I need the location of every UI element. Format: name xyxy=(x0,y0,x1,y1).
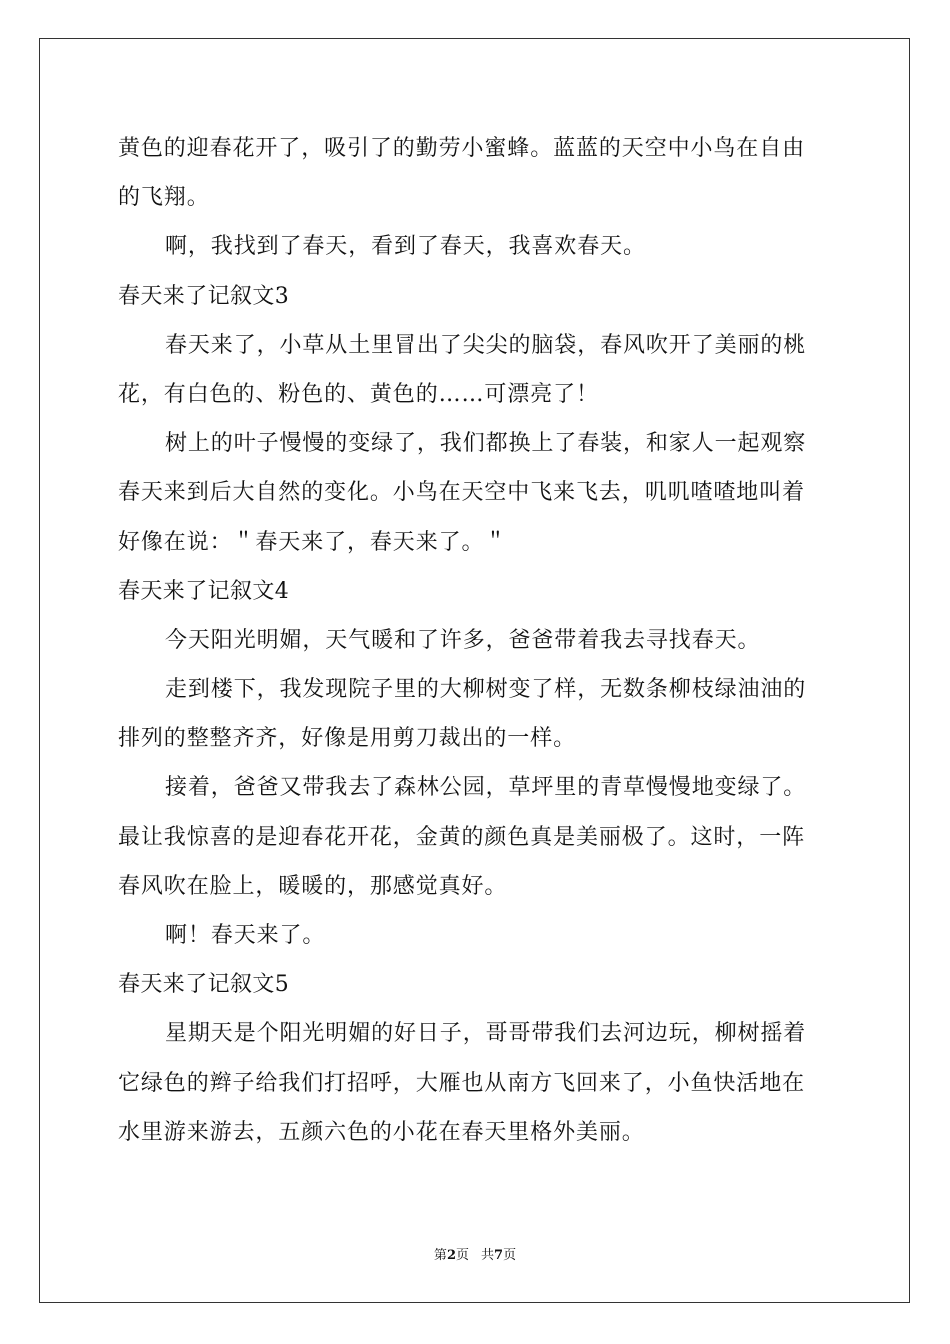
section-heading: 春天来了记叙文4 xyxy=(118,578,290,604)
paragraph-line: 啊，我找到了春天，看到了春天，我喜欢春天。 xyxy=(165,234,646,260)
paragraph-line: 啊！春天来了。 xyxy=(165,923,326,948)
section-heading: 春天来了记叙文3 xyxy=(118,283,290,309)
page-prefix: 第 xyxy=(433,1248,447,1263)
paragraph-line: 接着，爸爸又带我去了森林公园，草坪里的青草慢慢地变绿了。 xyxy=(165,775,807,801)
page-suffix: 页 xyxy=(455,1248,469,1263)
total-prefix: 共 xyxy=(481,1248,495,1263)
paragraph-line: 的飞翔。 xyxy=(118,185,210,211)
page-footer xyxy=(0,1247,950,1265)
paragraph-line: 花，有白色的、粉色的、黄色的……可漂亮了！ xyxy=(118,381,599,407)
paragraph-line: 好像在说：＂春天来了，春天来了。＂ xyxy=(118,529,508,555)
paragraph-line: 星期天是个阳光明媚的好日子，哥哥带我们去河边玩，柳树摇着 xyxy=(165,1021,807,1047)
paragraph-line: 春天来到后大自然的变化。小鸟在天空中飞来飞去，叽叽喳喳地叫着 xyxy=(118,480,806,506)
total-pages: 7 xyxy=(494,1248,504,1263)
paragraph-line: 春天来了，小草从土里冒出了尖尖的脑袋，春风吹开了美丽的桃 xyxy=(165,332,807,358)
total-suffix: 页 xyxy=(503,1248,517,1263)
paragraph-line: 树上的叶子慢慢的变绿了，我们都换上了春装，和家人一起观察 xyxy=(165,431,807,457)
paragraph-line: 春风吹在脸上，暖暖的，那感觉真好。 xyxy=(118,873,508,899)
document-body xyxy=(118,124,834,1157)
paragraph-line: 最让我惊喜的是迎春花开花，金黄的颜色真是美丽极了。这时，一阵 xyxy=(118,824,806,850)
page-number: 2 xyxy=(446,1248,456,1263)
paragraph-line: 它绿色的辫子给我们打招呼，大雁也从南方飞回来了，小鱼快活地在 xyxy=(118,1070,806,1096)
paragraph-line: 排列的整整齐齐，好像是用剪刀裁出的一样。 xyxy=(118,726,577,752)
paragraph-line: 今天阳光明媚，天气暖和了许多，爸爸带着我去寻找春天。 xyxy=(165,627,761,653)
section-heading: 春天来了记叙文5 xyxy=(118,972,290,998)
paragraph-line: 水里游来游去，五颜六色的小花在春天里格外美丽。 xyxy=(118,1119,645,1145)
paragraph-line: 走到楼下，我发现院子里的大柳树变了样，无数条柳枝绿油油的 xyxy=(165,677,807,703)
paragraph-line: 黄色的迎春花开了，吸引了的勤劳小蜜蜂。蓝蓝的天空中小鸟在自由 xyxy=(118,136,806,161)
